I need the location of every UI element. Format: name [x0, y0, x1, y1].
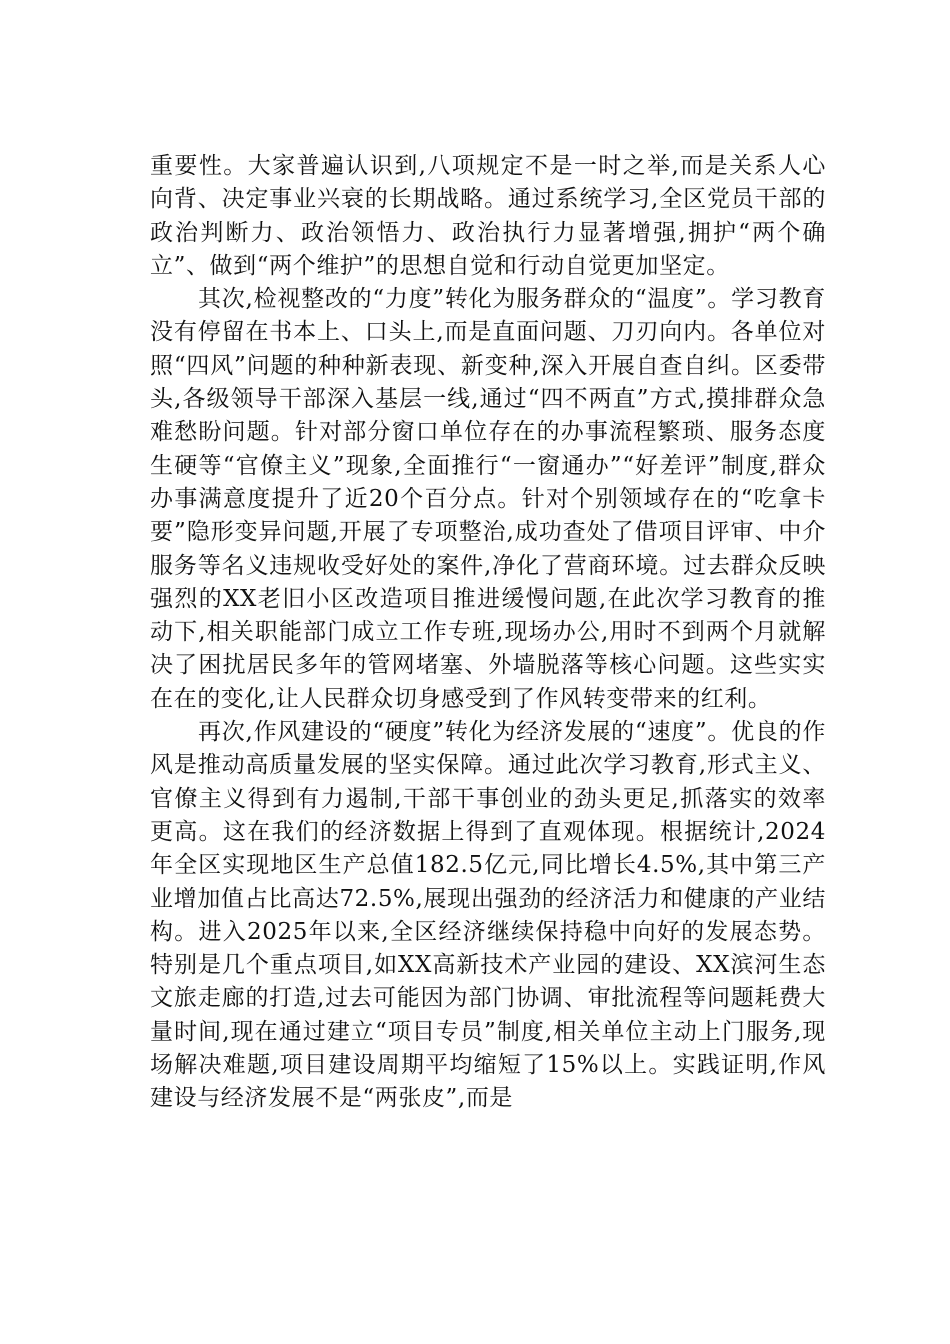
paragraph-continuation: 重要性。大家普遍认识到,八项规定不是一时之举,而是关系人心向背、决定事业兴衰的长期战略。通过系统学习,全区党员干部的政治判断力、政治领悟力、政治执行力显著增强,拥护“两个确立”、做到“两个维护”的思想自觉和行动自觉更加坚定。 — [150, 153, 826, 279]
paragraph-inspection-rectification: 其次,检视整改的“力度”转化为服务群众的“温度”。学习教育没有停留在书本上、口头上,而是直面问题、刀刃向内。各单位对照“四风”问题的种种新表现、新变种,深入开展自查自纠。区委带头,各级领导干部深入基层一线,通过“四不两直”方式,摸排群众急难愁盼问题。针对部分窗口单位存在的办事流程繁琐、服务态度生硬等“官僚主义”现象,全面推行“一窗通办”“好差评”制度,群众办事满意度提升了近20个百分点。针对个别领域存在的“吃拿卡要”隐形变异问题,开展了专项整治,成功查处了借项目评审、中介服务等名义违规收受好处的案件,净化了营商环境。过去群众反映强烈的XX老旧小区改造项目推进缓慢问题,在此次学习教育的推动下,相关职能部门成立工作专班,现场办公,用时不到两个月就解决了困扰居民多年的管网堵塞、外墙脱落等核心问题。这些实实在在的变化,让人民群众切身感受到了作风转变带来的红利。 — [150, 286, 826, 712]
document-body — [150, 150, 826, 1116]
paragraph-economic-development: 再次,作风建设的“硬度”转化为经济发展的“速度”。优良的作风是推动高质量发展的坚实保障。通过此次学习教育,形式主义、官僚主义得到有力遏制,干部干事创业的劲头更足,抓落实的效率更高。这在我们的经济数据上得到了直观体现。根据统计,2024年全区实现地区生产总值182.5亿元,同比增长4.5%,其中第三产业增加值占比高达72.5%,展现出强劲的经济活力和健康的产业结构。进入2025年以来,全区经济继续保持稳中向好的发展态势。特别是几个重点项目,如XX高新技术产业园的建设、XX滨河生态文旅走廊的打造,过去可能因为部门协调、审批流程等问题耗费大量时间,现在通过建立“项目专员”制度,相关单位主动上门服务,现场解决难题,项目建设周期平均缩短了15%以上。实践证明,作风建设与经济发展不是“两张皮”,而是 — [150, 719, 826, 1112]
